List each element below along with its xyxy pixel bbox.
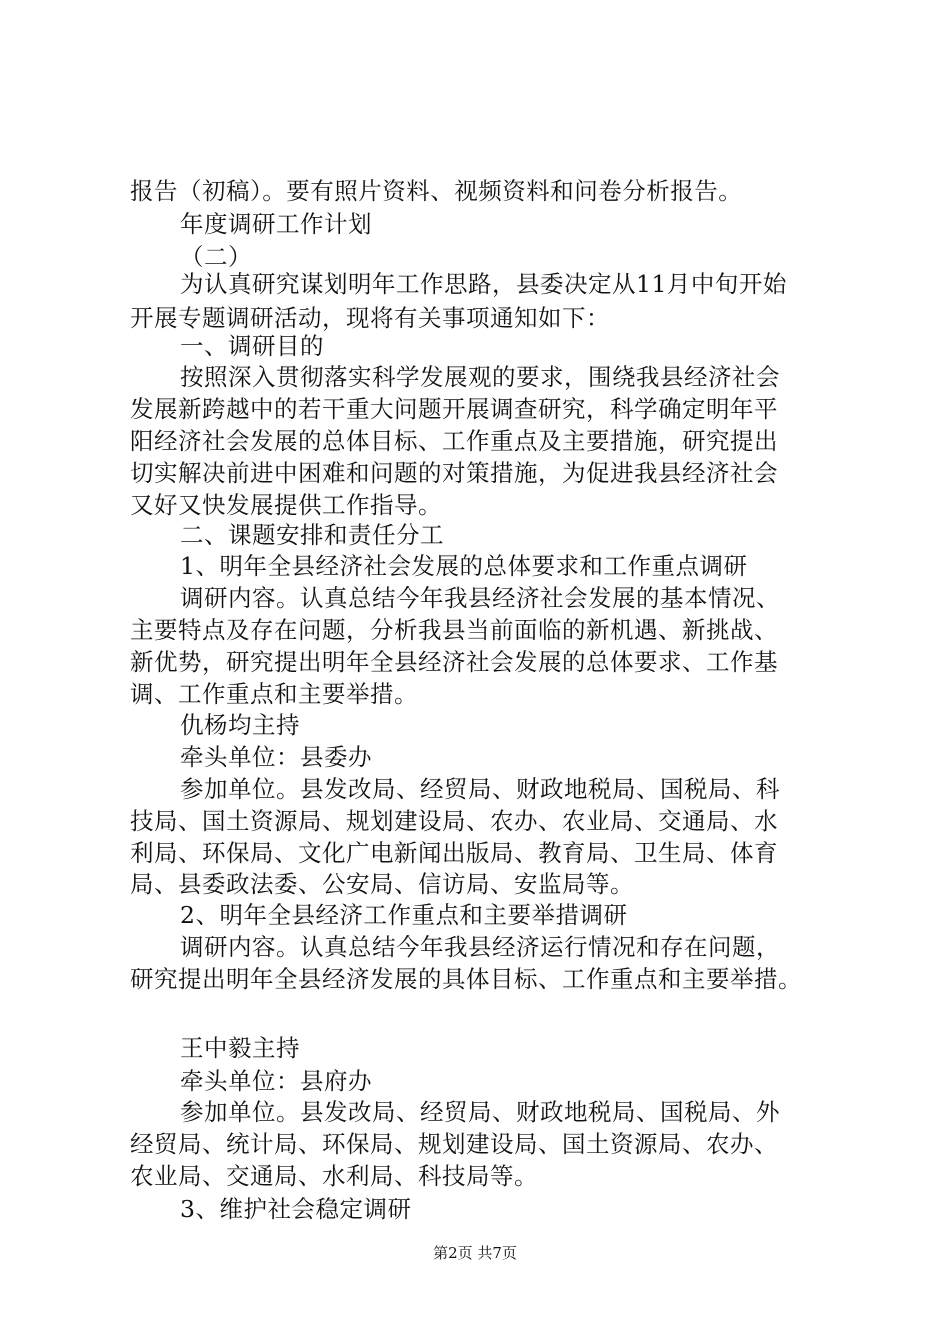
paragraph-line: 王中毅主持 — [180, 1034, 300, 1062]
paragraph-line: 调研内容。认真总结今年我县经济社会发展的基本情况、 — [180, 584, 780, 612]
section-title: 年度调研工作计划 — [180, 210, 372, 238]
paragraph-line: 发展新跨越中的若干重大问题开展调查研究，科学确定明年平 — [130, 395, 778, 423]
heading-line: 1、明年全县经济社会发展的总体要求和工作重点调研 — [180, 552, 748, 580]
paragraph-line: 又好又快发展提供工作指导。 — [130, 491, 442, 519]
paragraph-line: 仇杨均主持 — [180, 711, 300, 739]
paragraph-line: 切实解决前进中困难和问题的对策措施，为促进我县经济社会 — [130, 459, 778, 487]
paragraph-line: 开展专题调研活动，现将有关事项通知如下： — [130, 304, 610, 332]
paragraph-line: 参加单位。县发改局、经贸局、财政地税局、国税局、外 — [180, 1098, 780, 1126]
paragraph-line: 农业局、交通局、水利局、科技局等。 — [130, 1162, 538, 1190]
paragraph-line: 为认真研究谋划明年工作思路，县委决定从11月中旬开始 — [180, 270, 787, 298]
paragraph-line: 技局、国土资源局、规划建设局、农办、农业局、交通局、水 — [130, 807, 778, 835]
heading-line: 一、调研目的 — [180, 332, 324, 360]
page-number-footer: 第2页 共7页 — [433, 1244, 517, 1262]
paragraph-line: 局、县委政法委、公安局、信访局、安监局等。 — [130, 870, 634, 898]
heading-line: 二、课题安排和责任分工 — [180, 521, 444, 549]
paragraph-line: 报告（初稿）。要有照片资料、视频资料和问卷分析报告。 — [130, 177, 743, 205]
paragraph-line: 新优势，研究提出明年全县经济社会发展的总体要求、工作基 — [130, 648, 778, 676]
paragraph-line: 经贸局、统计局、环保局、规划建设局、国土资源局、农办、 — [130, 1130, 778, 1158]
section-subtitle: （二） — [180, 243, 252, 271]
paragraph-line: 按照深入贯彻落实科学发展观的要求，围绕我县经济社会 — [180, 363, 780, 391]
heading-line: 2、明年全县经济工作重点和主要举措调研 — [180, 901, 628, 929]
paragraph-line: 牵头单位：县府办 — [180, 1067, 372, 1095]
paragraph-line: 牵头单位：县委办 — [180, 743, 372, 771]
paragraph-line: 调、工作重点和主要举措。 — [130, 680, 418, 708]
heading-line: 3、维护社会稳定调研 — [180, 1195, 412, 1223]
paragraph-line: 利局、环保局、文化广电新闻出版局、教育局、卫生局、体育 — [130, 839, 778, 867]
paragraph-line: 调研内容。认真总结今年我县经济运行情况和存在问题， — [180, 933, 780, 961]
paragraph-line: 主要特点及存在问题，分析我县当前面临的新机遇、新挑战、 — [130, 616, 778, 644]
paragraph-line: 阳经济社会发展的总体目标、工作重点及主要措施，研究提出 — [130, 427, 778, 455]
paragraph-line: 研究提出明年全县经济发展的具体目标、工作重点和主要举措。 — [130, 965, 802, 993]
paragraph-line: 参加单位。县发改局、经贸局、财政地税局、国税局、科 — [180, 775, 780, 803]
